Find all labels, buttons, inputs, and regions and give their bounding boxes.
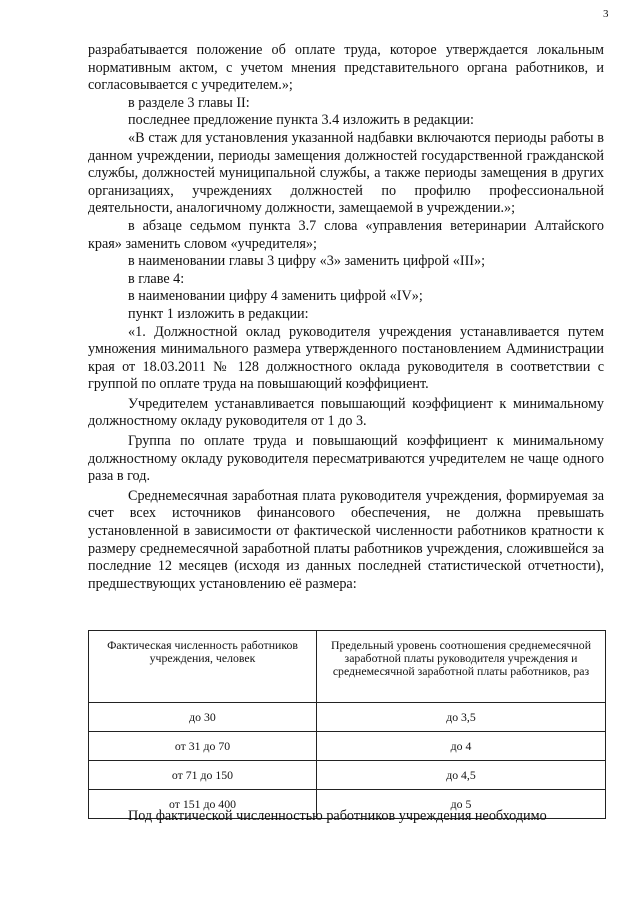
paragraph: в главе 4: (128, 270, 185, 287)
paragraph: в наименовании главы 3 цифру «3» заменить цифрой «III»; (128, 253, 486, 270)
page-number: 3 (603, 8, 609, 20)
table-cell: до 5 (317, 790, 606, 819)
header-cell-employees: Фактическая численность работников учреждения, человек (89, 631, 317, 703)
table-cell: от 71 до 150 (89, 761, 317, 790)
salary-ratio-table (88, 630, 606, 819)
paragraph: Среднемесячная заработная плата руководителя учреждения, формируемая за счет всех источников финансового обеспечения, не должна превышать установленной в зависимости от фактической численности работников кратности к размеру среднемесячной заработной платы работников учреждения, сложившейся за последние 12 месяцев (исходя из данных последней статистической отчетности), предшествующих установлению её размера: (88, 487, 604, 592)
table-cell: до 4 (317, 732, 606, 761)
table-cell: до 30 (89, 703, 317, 732)
paragraph: «1. Должностной оклад руководителя учреждения устанавливается путем умножения минимального размера утвержденного постановлением Администрации края от 18.03.2011 № 128 должностного оклада руководителя в соответствии с группой по оплате труда на повышающий коэффициент. (88, 323, 604, 393)
paragraph: в разделе 3 главы II: (128, 94, 250, 111)
table-cell: от 31 до 70 (89, 732, 317, 761)
table-header-row (89, 631, 606, 703)
table-row (89, 761, 606, 790)
paragraph: Учредителем устанавливается повышающий коэффициент к минимальному должностному окладу руководителя от 1 до 3. (88, 395, 604, 430)
paragraph: последнее предложение пункта 3.4 изложить в редакции: (128, 112, 474, 129)
paragraph: Группа по оплате труда и повышающий коэффициент к минимальному должностному окладу руководителя пересматриваются учредителем не чаще одного раза в год. (88, 433, 604, 485)
table-row (89, 703, 606, 732)
paragraph: «В стаж для установления указанной надбавки включаются периоды работы в данном учреждении, периоды замещения должностей государственной гражданской службы, должностей муниципальной службы, а также периоды замещения в других организациях, учреждениях должностей по профилю профессиональной деятельности, аналогичному должности, замещаемой в учреждении.»; (88, 129, 604, 217)
table-cell: от 151 до 400 (89, 790, 317, 819)
trailing-paragraph: Под фактической численностью работников учреждения необходимо (128, 808, 547, 824)
body-text (88, 42, 604, 593)
paragraph: в наименовании цифру 4 заменить цифрой «IV»; (128, 288, 423, 305)
paragraph: в абзаце седьмом пункта 3.7 слова «управления ветеринарии Алтайского края» заменить словом «учредителя»; (88, 217, 604, 252)
paragraph: пункт 1 изложить в редакции: (128, 305, 309, 322)
header-cell-ratio: Предельный уровень соотношения среднемесячной заработной платы руководителя учреждения и среднемесячной заработной платы работников, раз (317, 631, 606, 703)
table-cell: до 3,5 (317, 703, 606, 732)
table-cell: до 4,5 (317, 761, 606, 790)
paragraph: разрабатывается положение об оплате труда, которое утверждается локальным нормативным актом, с учетом мнения представительного органа работников, и согласовывается с учредителем.»; (88, 42, 604, 94)
table-row (89, 732, 606, 761)
